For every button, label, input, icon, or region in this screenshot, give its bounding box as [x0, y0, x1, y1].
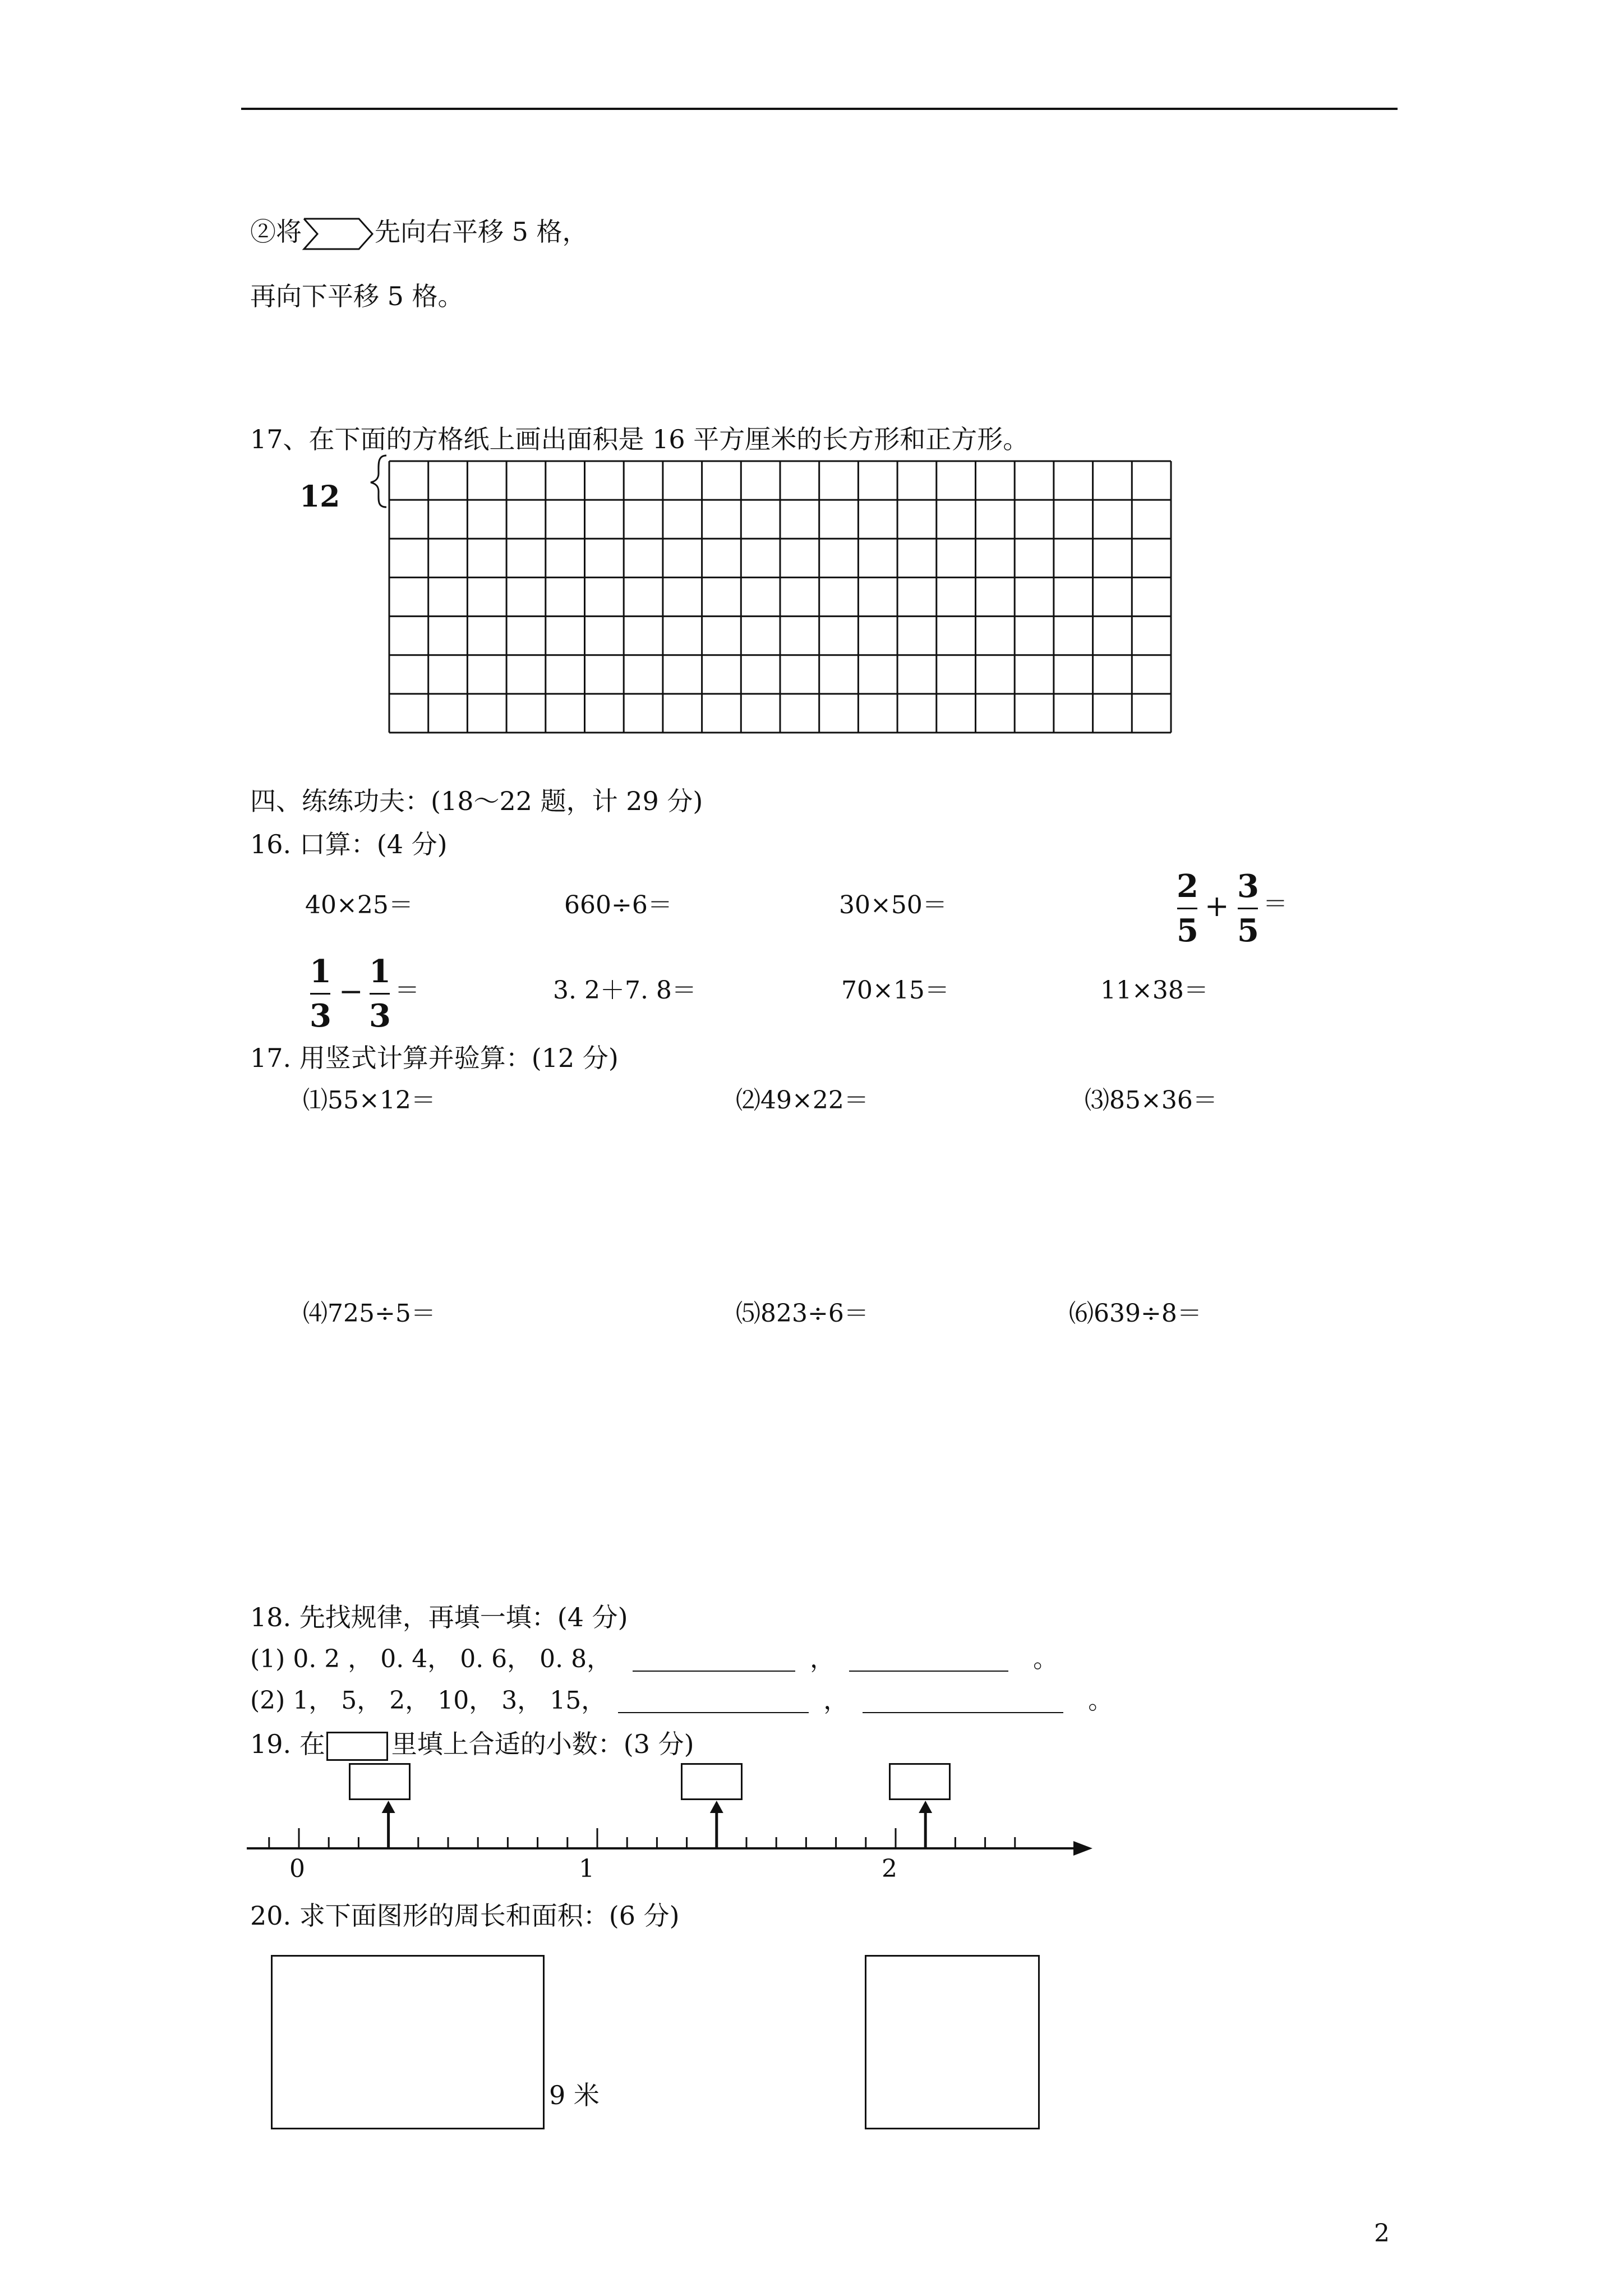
oral-calc-7: 70×15＝ — [841, 976, 949, 1005]
calc-item-6: ⑹639÷8＝ — [1069, 1299, 1202, 1328]
calc-item-1: ⑴55×12＝ — [303, 1086, 436, 1115]
q20-title: 20. 求下面图形的周长和面积：(6 分) — [250, 1901, 680, 1931]
calc-item-3: ⑶85×36＝ — [1085, 1086, 1218, 1115]
number-line-answer-box-2[interactable] — [681, 1763, 743, 1800]
pattern-line-1: (1) 0. 2 ， 0. 4， 0. 6， 0. 8， ， 。 — [250, 1645, 1058, 1673]
pointer-arrow-2 — [710, 1801, 723, 1848]
q18-title: 18. 先找规律，再填一填：(4 分) — [250, 1602, 628, 1632]
fraction-1-3-a: 1 3 — [310, 953, 331, 1034]
fraction-1-3-b: 1 3 — [369, 953, 391, 1034]
translate-line-1 — [250, 219, 588, 247]
answer-blank[interactable] — [863, 1690, 1063, 1713]
q19-title: 19. 在 里填上合适的小数：(3 分) — [250, 1731, 694, 1761]
number-line — [247, 1801, 1094, 1862]
oral-calc-6: 3. 2＋7. 8＝ — [553, 976, 697, 1005]
square-figure — [865, 1955, 1040, 2129]
rectangle-side-label: 9 米 — [549, 2080, 600, 2110]
inline-box — [326, 1732, 388, 1761]
oral-calc-2: 660÷6＝ — [564, 891, 672, 919]
q17-calc-title: 17. 用竖式计算并验算：(12 分) — [250, 1043, 619, 1073]
number-line-label-2: 2 — [882, 1855, 897, 1883]
plus-sign: + — [1205, 890, 1229, 923]
oral-calc-1: 40×25＝ — [305, 891, 413, 919]
rectangle-figure — [271, 1955, 545, 2129]
header-rule — [241, 108, 1398, 110]
translate-prefix: ②将 — [250, 217, 302, 247]
arrowhead-icon — [1073, 1841, 1092, 1856]
grid-paper[interactable] — [388, 460, 1172, 734]
q16-title: 16. 口算：(4 分) — [250, 829, 448, 859]
calc-item-2: ⑵49×22＝ — [736, 1086, 869, 1115]
equals-sign-2: ＝ — [395, 976, 419, 1005]
answer-blank[interactable] — [618, 1690, 809, 1713]
translate-line-2: 再向下平移 5 格。 — [250, 281, 464, 311]
number-line-label-1: 1 — [579, 1855, 594, 1883]
equals-sign-1: ＝ — [1263, 890, 1288, 918]
fraction-3-5: 3 5 — [1237, 868, 1259, 949]
arrow-shape-icon — [302, 220, 375, 247]
brace-icon — [367, 453, 390, 509]
calc-item-5: ⑸823÷6＝ — [736, 1299, 869, 1328]
number-line-label-0: 0 — [289, 1855, 305, 1883]
page-number: 2 — [1374, 2219, 1390, 2248]
pattern-line-2: (2) 1， 5， 2， 10， 3， 15， ， 。 — [250, 1686, 1113, 1715]
number-line-answer-box-3[interactable] — [889, 1763, 951, 1800]
pointer-arrow-1 — [382, 1801, 395, 1848]
calc-item-4: ⑷725÷5＝ — [303, 1299, 436, 1328]
section-4-title: 四、练练功夫：(18～22 题，计 29 分) — [250, 786, 703, 816]
minus-sign: − — [339, 975, 363, 1009]
oral-calc-8: 11×38＝ — [1100, 976, 1209, 1005]
fraction-2-5: 2 5 — [1177, 868, 1198, 949]
q17-draw-text: 17、在下面的方格纸上画出面积是 16 平方厘米的长方形和正方形。 — [250, 424, 1029, 454]
answer-blank[interactable] — [849, 1648, 1008, 1672]
number-line-answer-box-1[interactable] — [349, 1763, 411, 1800]
answer-blank[interactable] — [633, 1648, 795, 1672]
oral-calc-3: 30×50＝ — [839, 891, 947, 919]
pointer-arrow-3 — [919, 1801, 932, 1848]
translate-suffix: 先向右平移 5 格， — [375, 217, 588, 247]
